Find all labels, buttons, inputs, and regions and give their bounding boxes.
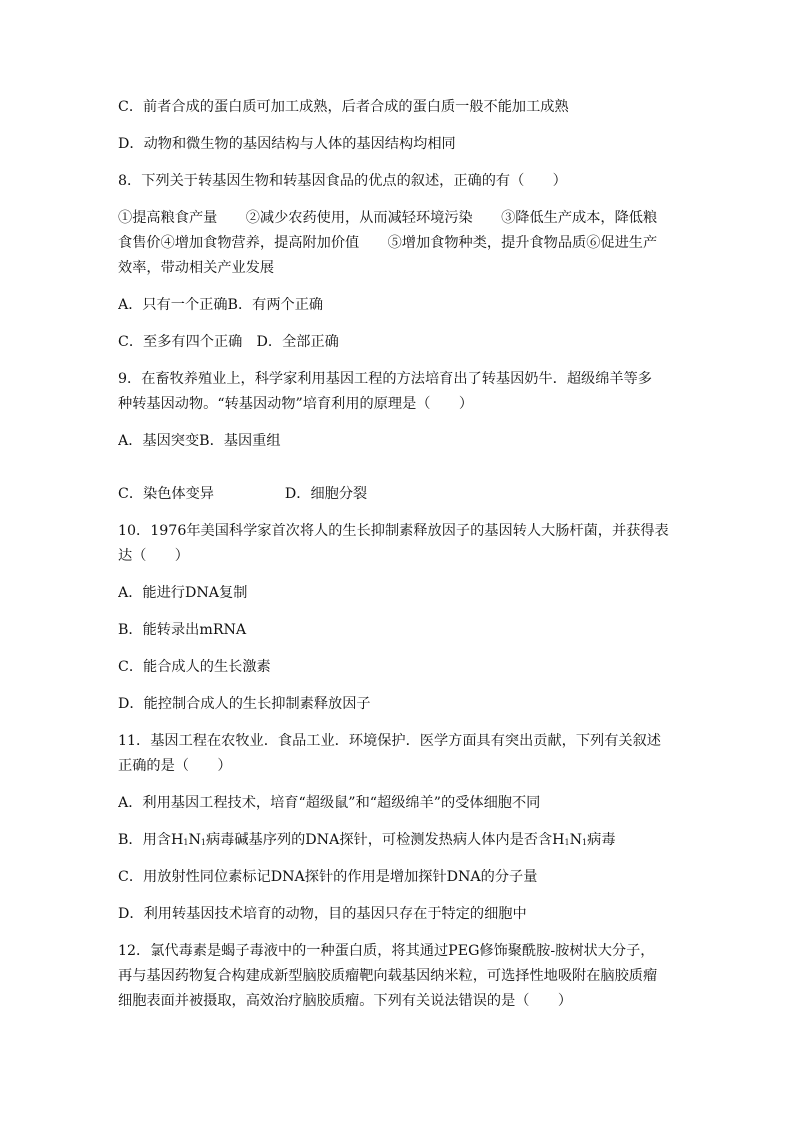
q10-option-c: C．能合成人的生长激素 xyxy=(118,659,271,675)
subscript: 1 xyxy=(183,838,189,847)
q8-statements-line-3: 效率，带动相关产业发展 xyxy=(118,260,275,276)
q9-options-ab: A．基因突变B．基因重组 xyxy=(118,433,281,449)
q10-option-d: D．能控制合成人的生长抑制素释放因子 xyxy=(118,696,371,712)
q11-option-b-text-2: N xyxy=(188,832,201,848)
q10-stem-line-2: 达（ ） xyxy=(118,548,189,564)
q12-stem-line-3: 细胞表面并被摄取，高效治疗脑胶质瘤。下列有关说法错误的是（ ） xyxy=(118,993,573,1009)
q8-options-cd: C．至多有四个正确 D．全部正确 xyxy=(118,334,339,350)
q11-option-b-text-5: 病毒 xyxy=(587,832,616,848)
q8-stem: 8．下列关于转基因生物和转基因食品的优点的叙述，正确的有（ ） xyxy=(118,173,567,189)
q10-option-a: A．能进行DNA复制 xyxy=(118,585,248,601)
q8-statements-line-1: ①提高粮食产量 ②减少农药使用，从而减轻环境污染 ③降低生产成本，降低粮 xyxy=(118,210,658,226)
q8-options-ab: A．只有一个正确B．有两个正确 xyxy=(118,297,324,313)
q11-stem-line-2: 正确的是（ ） xyxy=(118,758,232,774)
q9-stem-line-1: 9．在畜牧养殖业上，科学家利用基因工程的方法培育出了转基因奶牛．超级绵羊等多 xyxy=(118,371,652,387)
subscript: 1 xyxy=(200,838,206,847)
q7-option-c: C．前者合成的蛋白质可加工成熟，后者合成的蛋白质一般不能加工成熟 xyxy=(118,99,569,115)
q9-options-cd: C．染色体变异 D．细胞分裂 xyxy=(118,486,368,502)
subscript: 1 xyxy=(564,838,570,847)
q11-stem-line-1: 11．基因工程在农牧业．食品工业．环境保护．医学方面具有突出贡献，下列有关叙述 xyxy=(118,733,661,749)
q10-stem-line-1: 10．1976年美国科学家首次将人的生长抑制素释放因子的基因转人大肠杆菌，并获得表 xyxy=(118,523,669,539)
subscript: 1 xyxy=(582,838,588,847)
q11-option-b xyxy=(118,829,683,851)
q7-option-d: D．动物和微生物的基因结构与人体的基因结构均相同 xyxy=(118,136,456,152)
q11-option-a: A．利用基因工程技术，培育“超级鼠”和“超级绵羊”的受体细胞不同 xyxy=(118,795,541,811)
q11-option-c: C．用放射性同位素标记DNA探针的作用是增加探针DNA的分子量 xyxy=(118,869,538,885)
q11-option-b-text-4: N xyxy=(569,832,583,848)
q11-option-b-text-1: B．用含H xyxy=(118,832,184,848)
q12-stem-line-2: 再与基因药物复合构建成新型脑胶质瘤靶向载基因纳米粒，可选择性地吸附在脑胶质瘤 xyxy=(118,968,658,984)
q10-option-b: B．能转录出mRNA xyxy=(118,622,247,638)
q12-stem-line-1: 12．氯代毒素是蝎子毒液中的一种蛋白质，将其通过PEG修饰聚酰胺-胺树状大分子， xyxy=(118,943,655,959)
q9-stem-line-2: 种转基因动物。“转基因动物”培育利用的原理是（ ） xyxy=(118,396,474,412)
q11-option-d: D．利用转基因技术培育的动物，目的基因只存在于特定的细胞中 xyxy=(118,906,527,922)
q8-statements-line-2: 食售价④增加食物营养，提高附加价值 ⑤增加食物种类，提升食物品质⑥促进生产 xyxy=(118,235,658,251)
q11-option-b-text-3: 病毒碱基序列的DNA探针，可检测发热病人体内是否含H xyxy=(205,832,565,848)
